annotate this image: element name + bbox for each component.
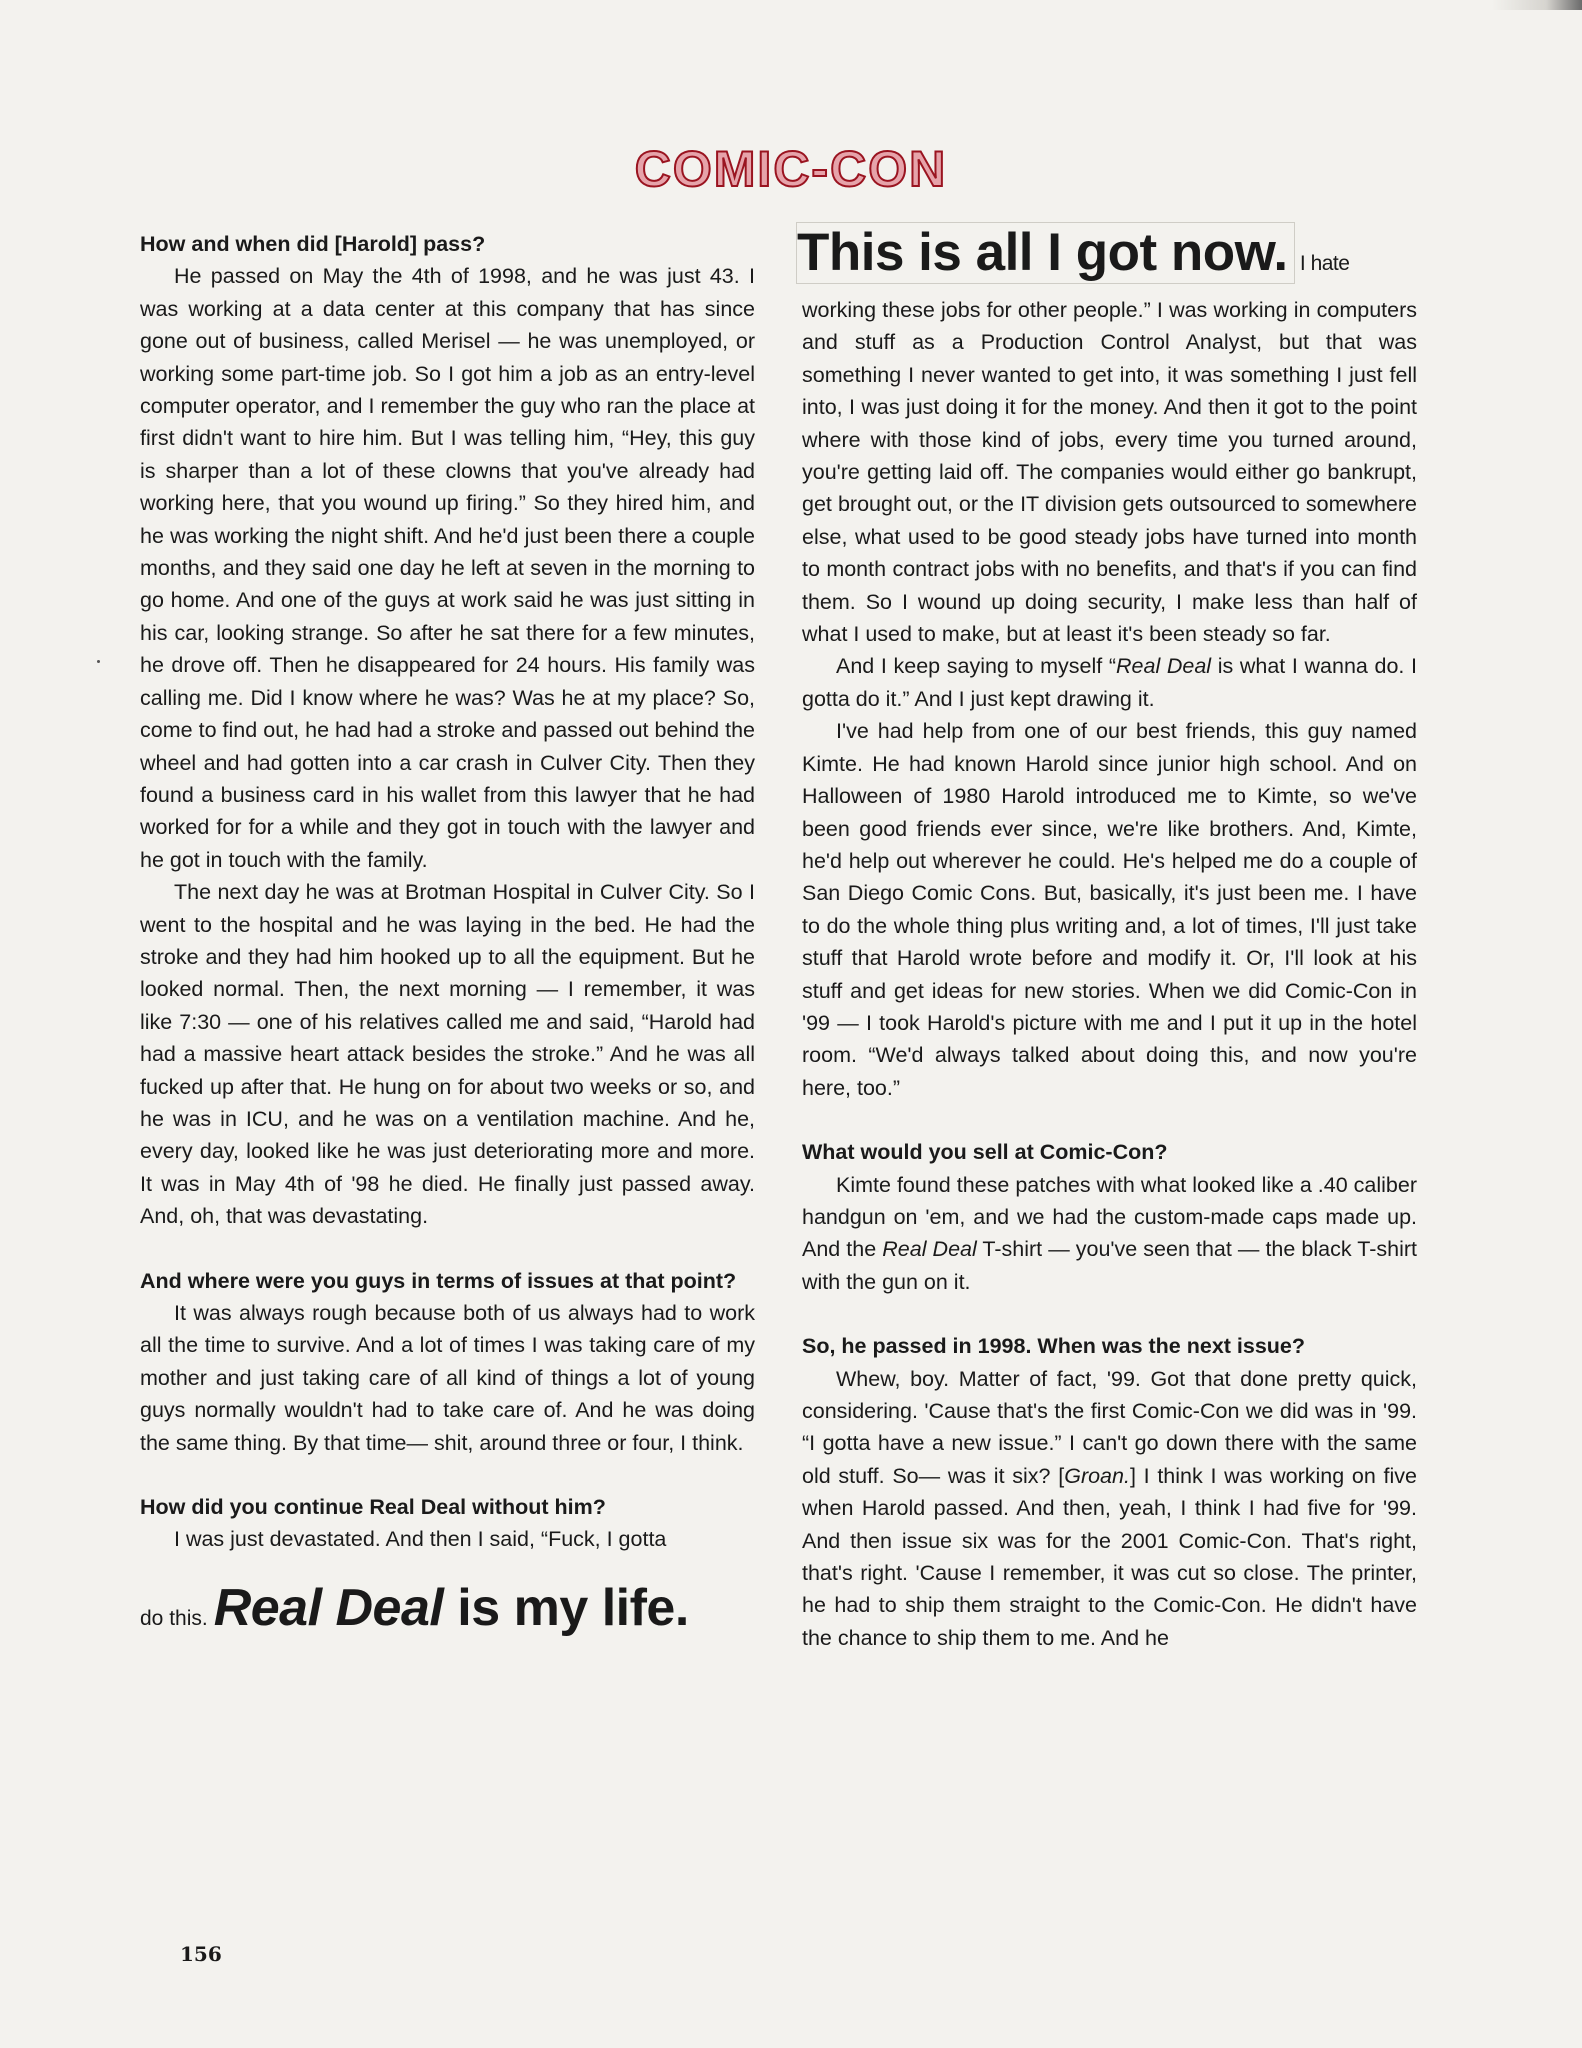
answer-paragraph	[802, 650, 1417, 715]
page-number: 156	[180, 1942, 222, 1966]
title-italic: Real Deal	[882, 1237, 977, 1262]
scan-speck	[97, 660, 100, 663]
text-run: And I keep saying to myself “	[836, 654, 1116, 679]
answer-paragraph: I've had help from one of our best friends, this guy named Kimte. He had known Harold since junior high school. And on Halloween of 1980 Harold introduced me to Kimte, so we've been good friends ever since, we're like brothers. And, Kimte, he'd help out wherever he could. He's helped me do a couple of San Diego Comic Cons. But, basically, it's just been me. I have to do the whole thing plus writing and, a lot of times, I'll just take stuff that Harold wrote before and modify it. Or, I'll look at his stuff and get ideas for new stories. When we did Comic-Con in '99 — I took Harold's picture with me and I put it up in the hotel room. “We'd always talked about doing this, and now you're here, too.”	[802, 719, 1417, 1100]
text-run: T-shirt — you've seen that — the black T-shirt with the gun on it.	[802, 1237, 1417, 1294]
scan-corner-artifact	[1492, 0, 1582, 10]
pull-quote-lead: do this.	[140, 1607, 208, 1631]
pull-quote-right	[797, 222, 1417, 294]
answer-paragraph: It was always rough because both of us always had to work all the time to survive. And a lot of times I was taking care of my mother and just taking care of all kind of things a lot of young guys normally wouldn't had to take care of. And he was doing the same thing. By that time— shit, around three or four, I think.	[140, 1301, 755, 1455]
right-column	[797, 222, 1418, 1654]
pull-quote-text	[214, 1579, 689, 1637]
question-2: And where were you guys in terms of issues at that point?	[140, 1268, 737, 1293]
left-column	[140, 228, 755, 1672]
question-5: So, he passed in 1998. When was the next issue?	[802, 1334, 1306, 1359]
pull-quote-box: This is all I got now.	[796, 222, 1295, 284]
text-run: Whew, boy. Matter of fact, '99. Got that done pretty quick, considering. 'Cause that's the first Comic-Con we did was in '99. “I gotta have a new issue.” I can't go down there with the same old stuff. So— was it six? [	[802, 1366, 1417, 1488]
title-italic: Real Deal	[1116, 654, 1212, 679]
answer-paragraph: The next day he was at Brotman Hospital in Culver City. So I went to the hospital and he was laying in the bed. He had the stroke and they had him hooked up to all the equipment. But he looked normal. Then, the next morning — I remember, it was like 7:30 — one of his relatives called me and said, “Harold had had a massive heart attack besides the stroke.” And he was all fucked up after that. He hung on for about two weeks or so, and he was in ICU, and he was on a ventilation machine. And he, every day, looked like he was just deteriorating more and more. It was in May 4th of '98 he died. He finally just passed away. And, oh, that was devastating.	[140, 880, 755, 1229]
pull-quote-rest: is my life.	[443, 1579, 689, 1638]
answer-paragraph	[802, 1363, 1417, 1655]
pull-quote-tail: I hate	[1294, 252, 1350, 275]
text-run: Kimte found these patches with what looked like a .40 caliber handgun on 'em, and we had the custom-made caps made up. And the	[802, 1172, 1417, 1262]
text-run: is what I wanna do. I gotta do it.” And I just kept drawing it.	[802, 654, 1417, 711]
pull-quote-left	[140, 1577, 755, 1650]
answer-paragraph	[802, 1169, 1417, 1299]
question-4: What would you sell at Comic-Con?	[802, 1140, 1168, 1165]
answer-paragraph: working these jobs for other people.” I was working in computers and stuff as a Production Control Analyst, but that was something I never wanted to get into, it was something I just fell into, I was just doing it for the money. And then it got to the point where with those kind of jobs, every time you turned around, you're getting laid off. The companies would either go bankrupt, get brought out, or the IT division gets outsourced to somewhere else, what used to be good steady jobs have turned into month to month contract jobs with no benefits, and that's if you can find them. So I wound up doing security, I make less than half of what I used to make, but at least it's been steady so far.	[802, 298, 1417, 647]
title-italic: Groan.	[1064, 1463, 1130, 1488]
answer-paragraph: I was just devastated. And then I said, “Fuck, I gotta	[174, 1527, 667, 1552]
page-title: COMIC-CON	[634, 141, 948, 197]
answer-paragraph: He passed on May the 4th of 1998, and he was just 43. I was working at a data center at this company that has since gone out of business, called Merisel — he was unemployed, or working some part-time job. So I got him a job as an entry-level computer operator, and I remember the guy who ran the place at first didn't want to hire him. But I was telling him, “Hey, this guy is sharper than a lot of these clowns that you've already had working here, that you wound up firing.” So they hired him, and he was working the night shift. And he'd just been there a couple months, and they said one day he left at seven in the morning to go home. And one of the guys at work said he was just sitting in his car, looking strange. So after he sat there for a few minutes, he drove off. Then he disappeared for 24 hours. His family was calling me. Did I know where he was? Was he at my place? So, come to find out, he had had a stroke and passed out behind the wheel and had gotten into a car crash in Culver City. Then they found a business card in his wallet from this lawyer that he had worked for for a while and they got in touch with the lawyer and he got in touch with the family.	[140, 264, 755, 872]
text-run: ] I think I was working on five when Harold passed. And then, yeah, I think I had five for '99. And then issue six was for the 2001 Comic-Con. That's right, that's right. 'Cause I remember, it was cut so close. The printer, he had to ship them straight to the Comic-Con. He didn't have the chance to ship them to me. And he	[802, 1463, 1418, 1650]
question-1: How and when did [Harold] pass?	[140, 232, 486, 256]
pull-quote-title: Real Deal	[213, 1579, 444, 1638]
question-3: How did you continue Real Deal without him?	[140, 1495, 606, 1520]
